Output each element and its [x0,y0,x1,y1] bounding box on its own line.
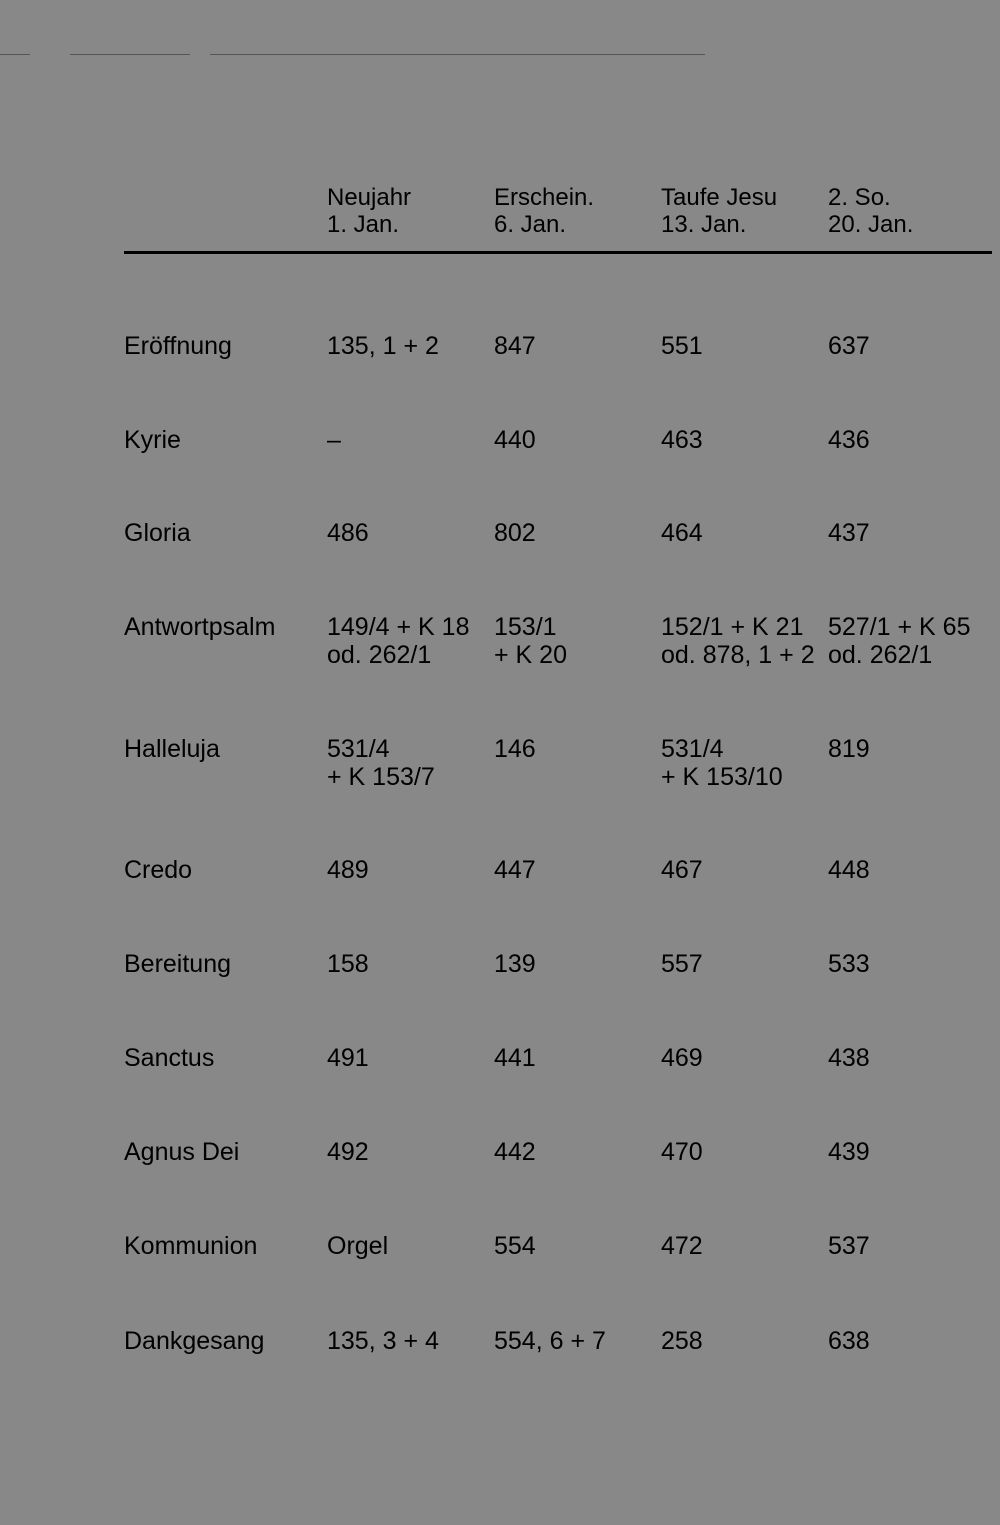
table-cell: 638 [828,1327,870,1355]
table-cell: 472 [661,1232,703,1260]
hymn-table [124,184,992,1355]
column-header [327,184,411,238]
table-cell: 554 [494,1232,536,1260]
table-cell: 489 [327,856,369,884]
table-cell: 258 [661,1327,703,1355]
table-cell: 139 [494,950,536,978]
table-cell: 135, 1 + 2 [327,332,439,360]
row-label: Kommunion [124,1232,258,1260]
table-cell: 527/1 + K 65 od. 262/1 [828,613,971,669]
table-cell: 463 [661,426,703,454]
table-cell: 152/1 + K 21 od. 878, 1 + 2 [661,613,815,669]
column-date: 13. Jan. [661,211,747,238]
column-date: 6. Jan. [494,211,567,238]
column-name: Neujahr [327,184,412,211]
row-label: Dankgesang [124,1327,265,1355]
table-cell: 442 [494,1138,536,1166]
row-label: Gloria [124,519,191,547]
table-cell: 153/1 + K 20 [494,613,567,669]
table-cell: 448 [828,856,870,884]
table-cell: 491 [327,1044,369,1072]
table-cell: Orgel [327,1232,389,1260]
column-header [661,184,777,238]
row-label: Agnus Dei [124,1138,240,1166]
row-label: Kyrie [124,426,181,454]
table-cell: 554, 6 + 7 [494,1327,606,1355]
table-cell: 464 [661,519,703,547]
table-cell: 437 [828,519,870,547]
table-cell: 557 [661,950,703,978]
scan-artifact-line [70,54,190,55]
column-header [494,184,594,238]
table-cell: 486 [327,519,369,547]
table-cell: 441 [494,1044,536,1072]
table-cell: 467 [661,856,703,884]
row-label: Bereitung [124,950,232,978]
row-label: Credo [124,856,193,884]
table-cell: 537 [828,1232,870,1260]
header-rule [124,251,992,254]
table-cell: 469 [661,1044,703,1072]
table-cell: 533 [828,950,870,978]
table-cell: 146 [494,735,536,763]
table-cell: 438 [828,1044,870,1072]
table-cell: 440 [494,426,536,454]
table-cell: 135, 3 + 4 [327,1327,439,1355]
table-cell: 531/4 + K 153/7 [327,735,435,791]
table-cell: 470 [661,1138,703,1166]
column-date: 1. Jan. [327,211,400,238]
column-date: 20. Jan. [828,211,914,238]
row-label: Sanctus [124,1044,215,1072]
column-name: 2. So. [828,184,891,211]
table-cell: 637 [828,332,870,360]
column-name: Erschein. [494,184,595,211]
table-cell: 149/4 + K 18 od. 262/1 [327,613,470,669]
column-header [828,184,913,238]
table-cell: 158 [327,950,369,978]
column-name: Taufe Jesu [661,184,778,211]
table-cell: 819 [828,735,870,763]
table-cell: 551 [661,332,703,360]
table-cell: 492 [327,1138,369,1166]
row-label: Antwortpsalm [124,613,276,641]
table-cell: 802 [494,519,536,547]
table-cell: – [327,426,341,454]
table-cell: 847 [494,332,536,360]
scan-artifact-line [0,54,30,55]
scan-artifact-line [210,54,705,55]
table-cell: 531/4 + K 153/10 [661,735,783,791]
table-cell: 447 [494,856,536,884]
table-cell: 436 [828,426,870,454]
row-label: Eröffnung [124,332,232,360]
row-label: Halleluja [124,735,220,763]
table-cell: 439 [828,1138,870,1166]
table-header [124,184,992,240]
